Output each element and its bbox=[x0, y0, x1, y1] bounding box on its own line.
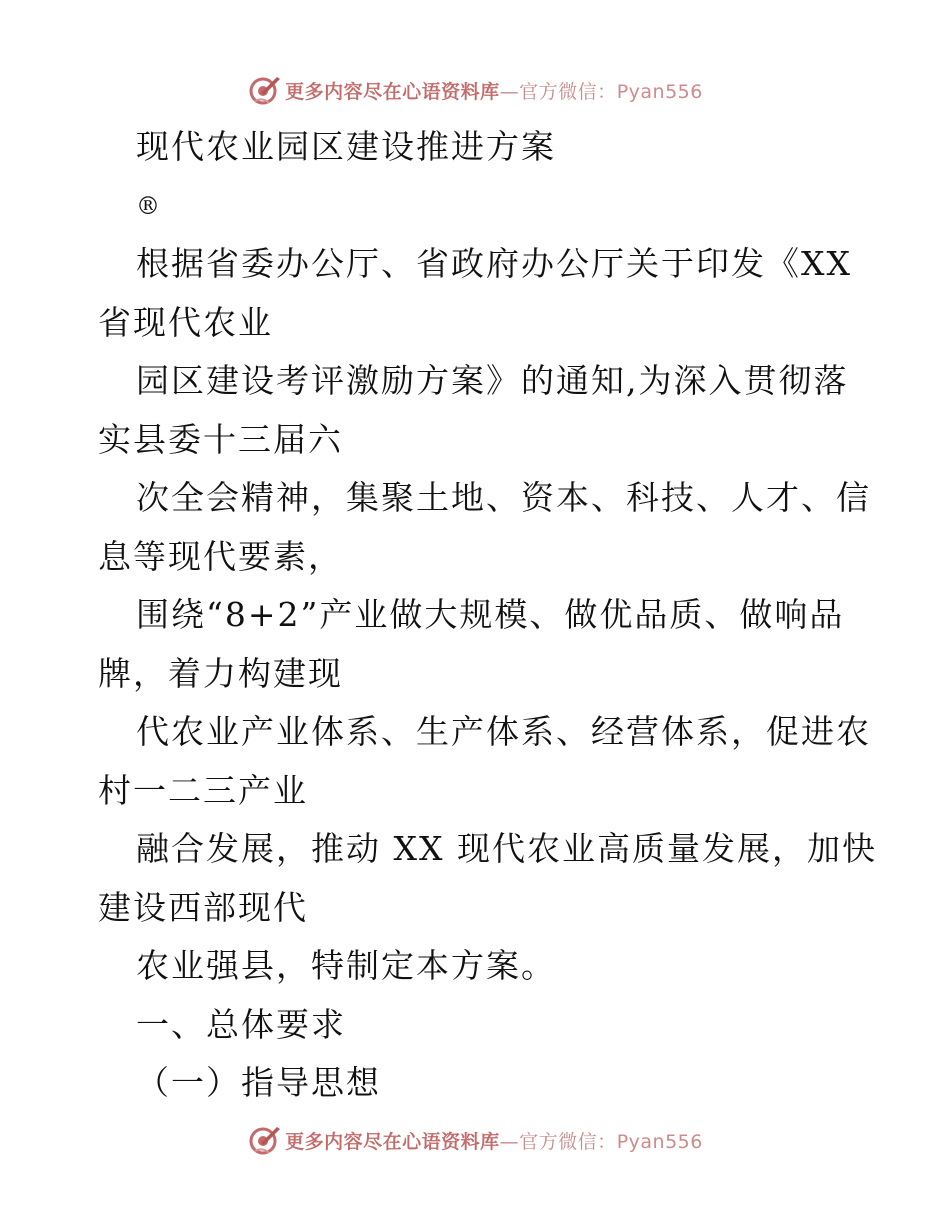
paragraph-line: 代农业产业体系、生产体系、经营体系，促进农 bbox=[136, 712, 871, 751]
watermark-sub-text: 官方微信： bbox=[519, 80, 617, 103]
watermark-text bbox=[285, 1127, 703, 1154]
footer-watermark bbox=[0, 1120, 950, 1160]
paragraph-line: 省现代农业 bbox=[98, 302, 273, 342]
watermark-main-text: 更多内容尽在心语资料库 bbox=[285, 1130, 500, 1153]
registered-mark: ® bbox=[136, 191, 162, 220]
watermark-wechat-id: Pyan556 bbox=[616, 1130, 703, 1153]
subsection-heading: （一）指导思想 bbox=[136, 1063, 381, 1102]
paragraph-line: 根据省委办公厅、省政府办公厅关于印发《XX bbox=[136, 244, 852, 283]
paragraph-line: 息等现代要素， bbox=[98, 536, 343, 576]
section-heading: 一、总体要求 bbox=[136, 1004, 346, 1044]
paragraph-line: 围绕“8+2”产业做大规模、做优品质、做响品 bbox=[136, 595, 845, 634]
watermark-dash: — bbox=[499, 80, 520, 103]
watermark-logo-icon bbox=[247, 1123, 281, 1157]
paragraph-line: 牌，着力构建现 bbox=[98, 653, 343, 693]
document-body bbox=[98, 118, 877, 1113]
watermark-sub-text: 官方微信： bbox=[519, 1130, 617, 1153]
paragraph-line: 实县委十三届六 bbox=[98, 419, 343, 459]
paragraph-line: 园区建设考评激励方案》的通知,为深入贯彻落 bbox=[136, 361, 849, 400]
watermark-dash: — bbox=[499, 1130, 520, 1153]
watermark-main-text: 更多内容尽在心语资料库 bbox=[285, 80, 500, 103]
paragraph-line: 农业强县，特制定本方案。 bbox=[136, 946, 556, 985]
header-watermark bbox=[0, 70, 950, 110]
paragraph-line: 建设西部现代 bbox=[98, 887, 308, 927]
watermark-logo-icon bbox=[247, 73, 281, 107]
paragraph-line: 次全会精神，集聚土地、资本、科技、人才、信 bbox=[136, 478, 871, 517]
watermark-wechat-id: Pyan556 bbox=[616, 80, 703, 103]
paragraph-line: 村一二三产业 bbox=[98, 770, 308, 810]
watermark-text bbox=[285, 77, 703, 104]
paragraph-line: 融合发展，推动 XX 现代农业高质量发展，加快 bbox=[136, 829, 877, 868]
document-title: 现代农业园区建设推进方案 bbox=[136, 127, 556, 166]
